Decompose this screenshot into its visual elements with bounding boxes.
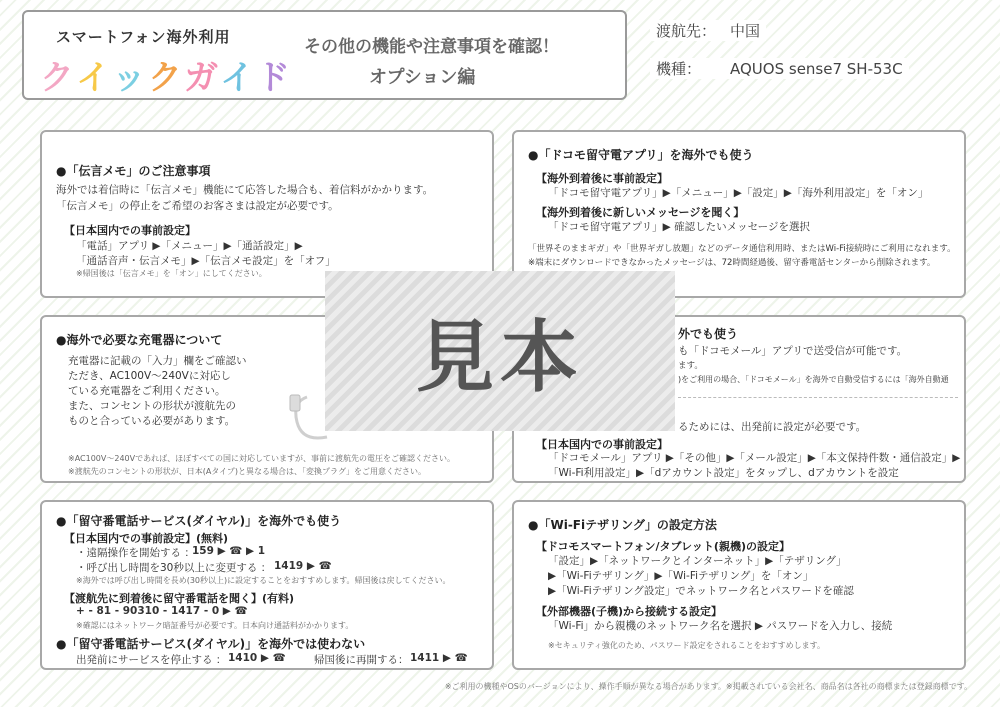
card-title: ●「留守番電話サービス(ダイヤル)」を海外では使わない xyxy=(56,637,366,651)
section-heading: 【海外到着後に新しいメッセージを聞く】 xyxy=(536,206,745,219)
step-text: 「Wi-Fi」から親機のネットワーク名を選択 ▶ パスワードを入力し、接続 xyxy=(548,620,893,632)
dial-code: 1410 ▶ ☎ xyxy=(228,652,286,664)
page-headline: その他の機能や注意事項を確認！ xyxy=(304,37,559,57)
step-text: 帰国後に再開する： xyxy=(314,654,409,666)
page-subtitle: オプション編 xyxy=(369,67,476,88)
step-text: 「電話」アプリ ▶「メニュー」▶「通話設定」▶ xyxy=(76,240,303,252)
card-text: )をご利用の場合、「ドコモメール」を海外で自動受信するには「海外自動通 xyxy=(678,375,949,384)
section-heading: 【外部機器(子機)から接続する設定】 xyxy=(536,605,723,618)
card-text: 充電器に記載の「入力」欄をご確認い xyxy=(68,355,247,367)
sample-watermark xyxy=(325,271,675,431)
step-text: 「設定」▶「ネットワークとインターネット」▶「テザリング」 xyxy=(548,555,847,567)
model-value: AQUOS sense7 SH-53C xyxy=(730,60,903,78)
logo-char: ク xyxy=(148,58,184,98)
dial-code: + - 81 - 90310 - 1417 - 0 ▶ ☎ xyxy=(76,605,248,617)
card-title: ●「留守番電話サービス(ダイヤル)」を海外でも使う xyxy=(56,514,342,528)
card-text: また、コンセントの形状が渡航先の xyxy=(68,400,236,412)
section-heading: 【海外到着後に事前設定】 xyxy=(536,172,668,185)
step-text: 「ドコモメール」アプリ ▶「その他」▶「メール設定」▶「本文保持件数・通信設定」▶ xyxy=(548,452,961,464)
card-text: ます。 xyxy=(678,361,703,371)
card-text: 「伝言メモ」の停止をご希望のお客さまは設定が必要です。 xyxy=(56,200,339,212)
dial-code: 1411 ▶ ☎ xyxy=(410,652,468,664)
step-text: 「ドコモ留守電アプリ」▶ 確認したいメッセージを選択 xyxy=(548,221,810,233)
note-text: ※端末にダウンロードできなかったメッセージは、72時間経過後、留守番電話センターから削除されます。 xyxy=(528,258,936,268)
logo-char: イ xyxy=(76,58,112,98)
note-text: ※セキュリティ強化のため、パスワード設定をされることをおすすめします。 xyxy=(548,641,826,650)
note-text: ※渡航先のコンセントの形状が、日本(Aタイプ)と異なる場合は、「変換プラグ」をご用意ください。 xyxy=(68,467,427,476)
card-text: 海外では着信時に「伝言メモ」機能にて応答した場合も、着信料がかかります。 xyxy=(56,184,434,196)
step-text: 「通話音声・伝言メモ」▶「伝言メモ設定」を「オフ」 xyxy=(76,255,336,267)
footer-disclaimer: ※ご利用の機種やOSのバージョンにより、操作手順が異なる場合があります。※掲載されている会社名、商品名は各社の商標または登録商標です。 xyxy=(444,682,972,691)
guide-series-label: スマートフォン海外利用 xyxy=(56,28,231,46)
destination-label: 渡航先： xyxy=(656,22,717,40)
card-text: ものと合っている必要があります。 xyxy=(68,415,236,427)
model-label: 機種： xyxy=(656,60,702,78)
section-heading: 【渡航先に到着後に留守番電話を聞く】(有料) xyxy=(64,592,295,605)
card-title: 外でも使う xyxy=(678,327,739,341)
section-heading: 【ドコモスマートフォン/タブレット(親機)の設定】 xyxy=(536,540,790,553)
card-title: ●「ドコモ留守電アプリ」を海外でも使う xyxy=(528,148,754,162)
section-heading: 【日本国内での事前設定】 xyxy=(536,438,668,451)
logo-char: ッ xyxy=(112,58,148,98)
card-text: ただき、AC100V～240Vに対応し xyxy=(68,370,231,382)
card-title: ●海外で必要な充電器について xyxy=(56,333,223,347)
card-text: 「世界そのままギガ」や「世界ギガし放題」などのデータ通信利用時、またはWi-Fi接続時にご利用になれます。 xyxy=(528,244,956,254)
logo-char: イ xyxy=(220,58,256,98)
card-text: るためには、出発前に設定が必要です。 xyxy=(678,421,867,433)
dial-code: 159 ▶ ☎ ▶ 1 xyxy=(192,545,266,557)
note-text: ※AC100V～240Vであれば、ほぼすべての国に対応していますが、事前に渡航先の電圧をご確認ください。 xyxy=(68,454,455,463)
model-row xyxy=(650,58,909,79)
step-text: 出発前にサービスを停止する ： xyxy=(76,654,227,666)
logo-char: ガ xyxy=(184,58,220,98)
note-text: ※海外では呼び出し時間を長め(30秒以上)に設定することをおすすめします。帰国後は戻してください。 xyxy=(76,576,451,585)
dial-code: 1419 ▶ ☎ xyxy=(274,560,332,572)
note-text: ※確認にはネットワーク暗証番号が必要です。日本向け通話料がかかります。 xyxy=(76,621,354,630)
destination-row xyxy=(650,20,766,41)
title-banner xyxy=(22,10,627,100)
card-text: も「ドコモメール」アプリで送受信が可能です。 xyxy=(678,345,908,357)
step-text: ▶「Wi-Fiテザリング」▶「Wi-Fiテザリング」を「オン」 xyxy=(548,570,814,582)
logo-char: ク xyxy=(40,58,76,98)
step-text: ▶「Wi-Fiテザリング設定」でネットワーク名とパスワードを確認 xyxy=(548,585,854,597)
quick-guide-logo xyxy=(40,50,292,99)
step-text: ・呼び出し時間を30秒以上に変更する ： xyxy=(76,562,272,574)
card-title: ●「伝言メモ」のご注意事項 xyxy=(56,164,211,178)
card-text: ている充電器をご利用ください。 xyxy=(68,385,226,397)
step-text: 「ドコモ留守電アプリ」▶「メニュー」▶「設定」▶「海外利用設定」を「オン」 xyxy=(548,187,929,199)
destination-value: 中国 xyxy=(730,22,761,40)
step-text: ・遠隔操作を開始する ： xyxy=(76,547,195,559)
logo-char: ド xyxy=(256,58,292,98)
divider xyxy=(678,397,958,398)
note-text: ※帰国後は「伝言メモ」を「オン」にしてください。 xyxy=(76,269,267,278)
card-voicemail-dial xyxy=(40,500,494,670)
sample-watermark-text: 見本 xyxy=(415,313,584,403)
step-text: 「Wi-Fi利用設定」▶「dアカウント設定」をタップし、dアカウントを設定 xyxy=(548,467,899,479)
card-wifi-tethering xyxy=(512,500,966,670)
section-heading: 【日本国内での事前設定】 xyxy=(64,224,196,237)
card-title: ●「Wi-Fiテザリング」の設定方法 xyxy=(528,518,717,532)
section-heading: 【日本国内での事前設定】(無料) xyxy=(64,532,229,545)
